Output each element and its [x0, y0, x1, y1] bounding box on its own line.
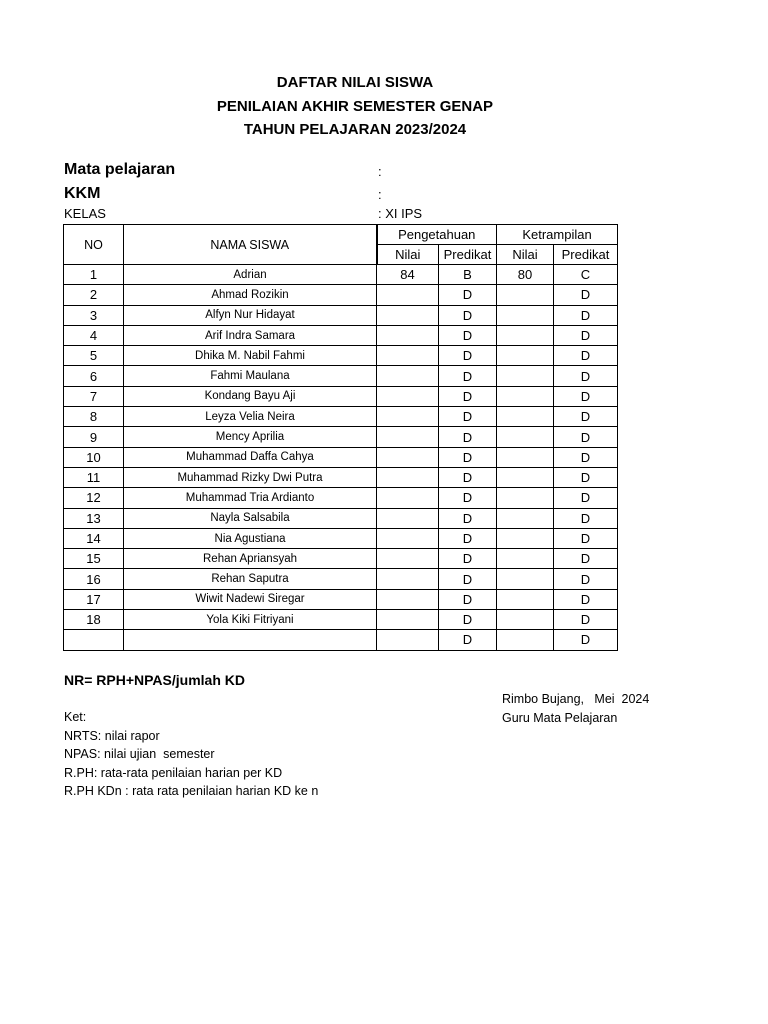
- student-name-cell: Arif Indra Samara: [124, 325, 377, 345]
- ketrampilan-nilai-cell: [497, 610, 554, 630]
- student-name-cell: [124, 630, 377, 650]
- header-pengetahuan-predikat: Predikat: [439, 245, 497, 265]
- student-name-cell: Mency Aprilia: [124, 427, 377, 447]
- ketrampilan-nilai-cell: [497, 346, 554, 366]
- mata-pelajaran-label: Mata pelajaran: [64, 161, 176, 178]
- pengetahuan-nilai-cell: [377, 346, 439, 366]
- table-row: [64, 366, 618, 386]
- pengetahuan-nilai-cell: [377, 427, 439, 447]
- pengetahuan-nilai-cell: [377, 366, 439, 386]
- pengetahuan-predikat-cell: D: [439, 427, 497, 447]
- row-number-cell: 7: [64, 386, 124, 406]
- ketrampilan-nilai-cell: [497, 325, 554, 345]
- row-number-cell: 14: [64, 528, 124, 548]
- pengetahuan-predikat-cell: D: [439, 407, 497, 427]
- table-row: [64, 265, 618, 285]
- student-name-cell: Muhammad Rizky Dwi Putra: [124, 467, 377, 487]
- pengetahuan-predikat-cell: D: [439, 508, 497, 528]
- kkm-label: KKM: [64, 185, 101, 202]
- table-row: [64, 285, 618, 305]
- student-name-cell: Leyza Velia Neira: [124, 407, 377, 427]
- student-name-cell: Fahmi Maulana: [124, 366, 377, 386]
- row-number-cell: 4: [64, 325, 124, 345]
- row-number-cell: 12: [64, 488, 124, 508]
- pengetahuan-nilai-cell: [377, 528, 439, 548]
- pengetahuan-predikat-cell: D: [439, 386, 497, 406]
- pengetahuan-predikat-cell: D: [439, 630, 497, 650]
- ketrampilan-predikat-cell: D: [554, 366, 618, 386]
- pengetahuan-predikat-cell: D: [439, 285, 497, 305]
- pengetahuan-predikat-cell: D: [439, 447, 497, 467]
- notes-block: [64, 708, 318, 801]
- pengetahuan-nilai-cell: [377, 386, 439, 406]
- ketrampilan-nilai-cell: [497, 569, 554, 589]
- student-name-cell: Nia Agustiana: [124, 528, 377, 548]
- student-name-cell: Yola Kiki Fitriyani: [124, 610, 377, 630]
- ketrampilan-predikat-cell: D: [554, 447, 618, 467]
- row-number-cell: 11: [64, 467, 124, 487]
- title-line-2: PENILAIAN AKHIR SEMESTER GENAP: [216, 97, 494, 115]
- pengetahuan-predikat-cell: D: [439, 569, 497, 589]
- ketrampilan-predikat-cell: D: [554, 325, 618, 345]
- ketrampilan-predikat-cell: D: [554, 569, 618, 589]
- table-row: [64, 427, 618, 447]
- student-name-cell: Rehan Saputra: [124, 569, 377, 589]
- pengetahuan-nilai-cell: [377, 630, 439, 650]
- ketrampilan-nilai-cell: [497, 427, 554, 447]
- ketrampilan-predikat-cell: D: [554, 285, 618, 305]
- notes-heading: Ket:: [64, 710, 87, 724]
- ketrampilan-predikat-cell: D: [554, 346, 618, 366]
- table-row: [64, 508, 618, 528]
- pengetahuan-nilai-cell: [377, 589, 439, 609]
- header-nama-siswa: NAMA SISWA: [124, 225, 377, 265]
- table-row: [64, 569, 618, 589]
- ketrampilan-nilai-cell: [497, 467, 554, 487]
- table-row: [64, 630, 618, 650]
- ketrampilan-nilai-cell: [497, 386, 554, 406]
- ketrampilan-predikat-cell: D: [554, 630, 618, 650]
- note-item: NPAS: nilai ujian semester: [64, 747, 215, 761]
- signature-role: Guru Mata Pelajaran: [502, 710, 618, 725]
- ketrampilan-predikat-cell: D: [554, 528, 618, 548]
- row-number-cell: 5: [64, 346, 124, 366]
- student-name-cell: Muhammad Tria Ardianto: [124, 488, 377, 508]
- ketrampilan-nilai-cell: [497, 528, 554, 548]
- row-number-cell: [64, 630, 124, 650]
- kelas-label: KELAS: [64, 206, 106, 221]
- row-number-cell: 2: [64, 285, 124, 305]
- row-number-cell: 10: [64, 447, 124, 467]
- pengetahuan-predikat-cell: D: [439, 610, 497, 630]
- ketrampilan-predikat-cell: D: [554, 589, 618, 609]
- pengetahuan-nilai-cell: [377, 325, 439, 345]
- pengetahuan-nilai-cell: [377, 285, 439, 305]
- table-row: [64, 610, 618, 630]
- ketrampilan-predikat-cell: D: [554, 508, 618, 528]
- student-name-cell: Ahmad Rozikin: [124, 285, 377, 305]
- student-name-cell: Muhammad Daffa Cahya: [124, 447, 377, 467]
- student-name-cell: Nayla Salsabila: [124, 508, 377, 528]
- ketrampilan-predikat-cell: D: [554, 467, 618, 487]
- row-number-cell: 6: [64, 366, 124, 386]
- grades-table-body: [64, 265, 618, 651]
- student-name-cell: Kondang Bayu Aji: [124, 386, 377, 406]
- table-row: [64, 346, 618, 366]
- formula-text: NR= RPH+NPAS/jumlah KD: [64, 672, 245, 688]
- pengetahuan-nilai-cell: [377, 549, 439, 569]
- ketrampilan-nilai-cell: [497, 508, 554, 528]
- ketrampilan-predikat-cell: D: [554, 488, 618, 508]
- signature-place-date: Rimbo Bujang, Mei 2024: [502, 692, 650, 706]
- pengetahuan-predikat-cell: D: [439, 325, 497, 345]
- note-item: NRTS: nilai rapor: [64, 728, 160, 743]
- ketrampilan-nilai-cell: [497, 407, 554, 427]
- ketrampilan-predikat-cell: D: [554, 386, 618, 406]
- ketrampilan-predikat-cell: D: [554, 407, 618, 427]
- student-name-cell: Alfyn Nur Hidayat: [124, 305, 377, 325]
- pengetahuan-nilai-cell: [377, 305, 439, 325]
- table-row: [64, 447, 618, 467]
- table-row: [64, 407, 618, 427]
- pengetahuan-nilai-cell: [377, 488, 439, 508]
- pengetahuan-predikat-cell: D: [439, 528, 497, 548]
- header-pengetahuan: Pengetahuan: [377, 225, 497, 245]
- pengetahuan-predikat-cell: D: [439, 346, 497, 366]
- row-number-cell: 1: [64, 265, 124, 285]
- kkm-value: :: [378, 187, 382, 202]
- header-ketrampilan: Ketrampilan: [497, 225, 618, 245]
- table-row: [64, 467, 618, 487]
- ketrampilan-nilai-cell: 80: [497, 265, 554, 285]
- pengetahuan-predikat-cell: D: [439, 589, 497, 609]
- table-row: [64, 488, 618, 508]
- table-row: [64, 528, 618, 548]
- pengetahuan-predikat-cell: D: [439, 549, 497, 569]
- ketrampilan-nilai-cell: [497, 549, 554, 569]
- pengetahuan-nilai-cell: [377, 467, 439, 487]
- header-ketrampilan-nilai: Nilai: [497, 245, 554, 265]
- signature-block: [502, 690, 649, 727]
- pengetahuan-predikat-cell: D: [439, 488, 497, 508]
- pengetahuan-predikat-cell: D: [439, 305, 497, 325]
- student-name-cell: Rehan Apriansyah: [124, 549, 377, 569]
- student-name-cell: Wiwit Nadewi Siregar: [124, 589, 377, 609]
- pengetahuan-nilai-cell: [377, 610, 439, 630]
- table-row: [64, 589, 618, 609]
- mata-pelajaran-value: :: [378, 164, 382, 179]
- grades-table: [63, 224, 618, 651]
- ketrampilan-predikat-cell: D: [554, 427, 618, 447]
- pengetahuan-predikat-cell: B: [439, 265, 497, 285]
- pengetahuan-nilai-cell: [377, 508, 439, 528]
- pengetahuan-predikat-cell: D: [439, 467, 497, 487]
- row-number-cell: 8: [64, 407, 124, 427]
- student-name-cell: Adrian: [124, 265, 377, 285]
- ketrampilan-nilai-cell: [497, 447, 554, 467]
- ketrampilan-nilai-cell: [497, 305, 554, 325]
- ketrampilan-nilai-cell: [497, 488, 554, 508]
- ketrampilan-predikat-cell: D: [554, 305, 618, 325]
- title-line-1: DAFTAR NILAI SISWA: [276, 74, 434, 91]
- pengetahuan-nilai-cell: [377, 569, 439, 589]
- header-no: NO: [64, 225, 124, 265]
- table-row: [64, 325, 618, 345]
- student-name-cell: Dhika M. Nabil Fahmi: [124, 346, 377, 366]
- ketrampilan-predikat-cell: C: [554, 265, 618, 285]
- note-item: R.PH: rata-rata penilaian harian per KD: [64, 765, 283, 780]
- table-row: [64, 549, 618, 569]
- table-row: [64, 386, 618, 406]
- row-number-cell: 3: [64, 305, 124, 325]
- pengetahuan-nilai-cell: [377, 407, 439, 427]
- ketrampilan-nilai-cell: [497, 366, 554, 386]
- ketrampilan-nilai-cell: [497, 630, 554, 650]
- note-item: R.PH KDn : rata rata penilaian harian KD ke n: [64, 784, 319, 798]
- ketrampilan-nilai-cell: [497, 285, 554, 305]
- pengetahuan-nilai-cell: [377, 447, 439, 467]
- row-number-cell: 9: [64, 427, 124, 447]
- ketrampilan-nilai-cell: [497, 589, 554, 609]
- ketrampilan-predikat-cell: D: [554, 610, 618, 630]
- ketrampilan-predikat-cell: D: [554, 549, 618, 569]
- row-number-cell: 13: [64, 508, 124, 528]
- pengetahuan-predikat-cell: D: [439, 366, 497, 386]
- header-pengetahuan-nilai: Nilai: [377, 245, 439, 265]
- title-line-3: TAHUN PELAJARAN 2023/2024: [243, 121, 467, 138]
- row-number-cell: 18: [64, 610, 124, 630]
- kelas-value: : XI IPS: [378, 206, 423, 221]
- document-title: [0, 71, 710, 142]
- pengetahuan-nilai-cell: 84: [377, 265, 439, 285]
- table-row: [64, 305, 618, 325]
- row-number-cell: 17: [64, 589, 124, 609]
- header-ketrampilan-predikat: Predikat: [554, 245, 618, 265]
- row-number-cell: 15: [64, 549, 124, 569]
- row-number-cell: 16: [64, 569, 124, 589]
